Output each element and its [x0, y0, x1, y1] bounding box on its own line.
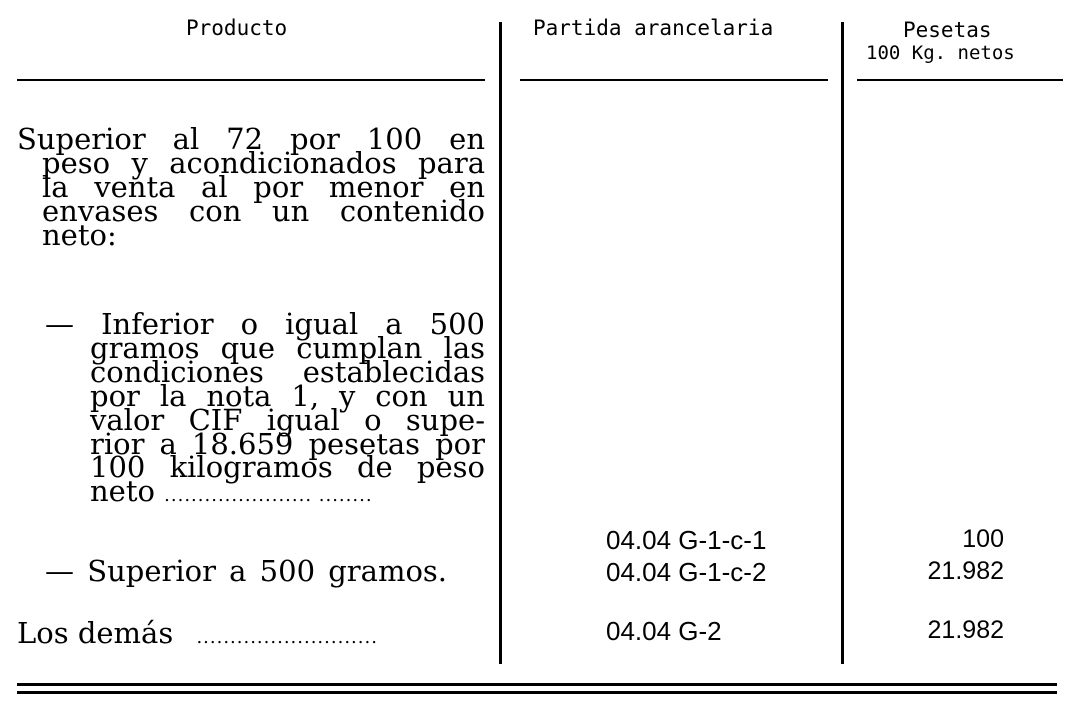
table-bottom-rule-bottom: [17, 691, 1057, 694]
item1-line: por la nota 1, y con un: [90, 378, 485, 413]
header-pesetas: Pesetas: [903, 18, 992, 42]
item2-text: — Superior a 500 gramos.: [45, 554, 448, 588]
item2-value: 21.982: [927, 557, 1004, 585]
header-underline-partida: [520, 79, 828, 81]
item1-last-line: [90, 474, 485, 509]
item3-row: [17, 616, 378, 650]
header-pesetas-unit: 100 Kg. netos: [866, 42, 1015, 64]
intro-paragraph: [17, 122, 485, 252]
intro-line: la venta al por menor en: [42, 169, 485, 204]
table-bottom-rule-top: [17, 683, 1057, 686]
item1-line: valor CIF igual o supe-: [90, 402, 485, 437]
item1-line: gramos que cumplan las: [90, 330, 485, 365]
item1-value: 100: [962, 525, 1004, 553]
item1-line: rior a 18.659 pesetas por: [90, 426, 485, 461]
intro-line: envases con un contenido: [42, 193, 485, 228]
item3-value: 21.982: [927, 616, 1004, 644]
item1-leader-dots: ...................... ........: [164, 485, 373, 507]
item1-code: 04.04 G-1-c-1: [606, 525, 767, 555]
header-underline-pesetas: [857, 79, 1063, 81]
intro-line: peso y acondicionados para: [42, 145, 485, 180]
item3-text: Los demás: [17, 616, 174, 650]
item3-leader-dots: ...........................: [196, 627, 378, 648]
item1-paragraph: [45, 307, 485, 509]
header-producto: Producto: [186, 16, 288, 40]
item1-line: 100 kilogramos de peso: [90, 450, 485, 485]
header-partida-arancelaria: Partida arancelaria: [533, 16, 774, 40]
item1-last-word: neto: [90, 474, 155, 509]
header-underline-producto: [17, 79, 485, 81]
column-divider-2: [841, 22, 844, 664]
intro-line: Superior al 72 por 100 en: [17, 122, 485, 156]
item1-line: condiciones establecidas: [90, 354, 485, 389]
intro-line: neto:: [42, 217, 117, 252]
item1-line: — Inferior o igual a 500: [45, 307, 485, 341]
item3-code: 04.04 G-2: [606, 616, 722, 646]
column-divider-1: [499, 22, 502, 664]
item2-code: 04.04 G-1-c-2: [606, 557, 767, 587]
